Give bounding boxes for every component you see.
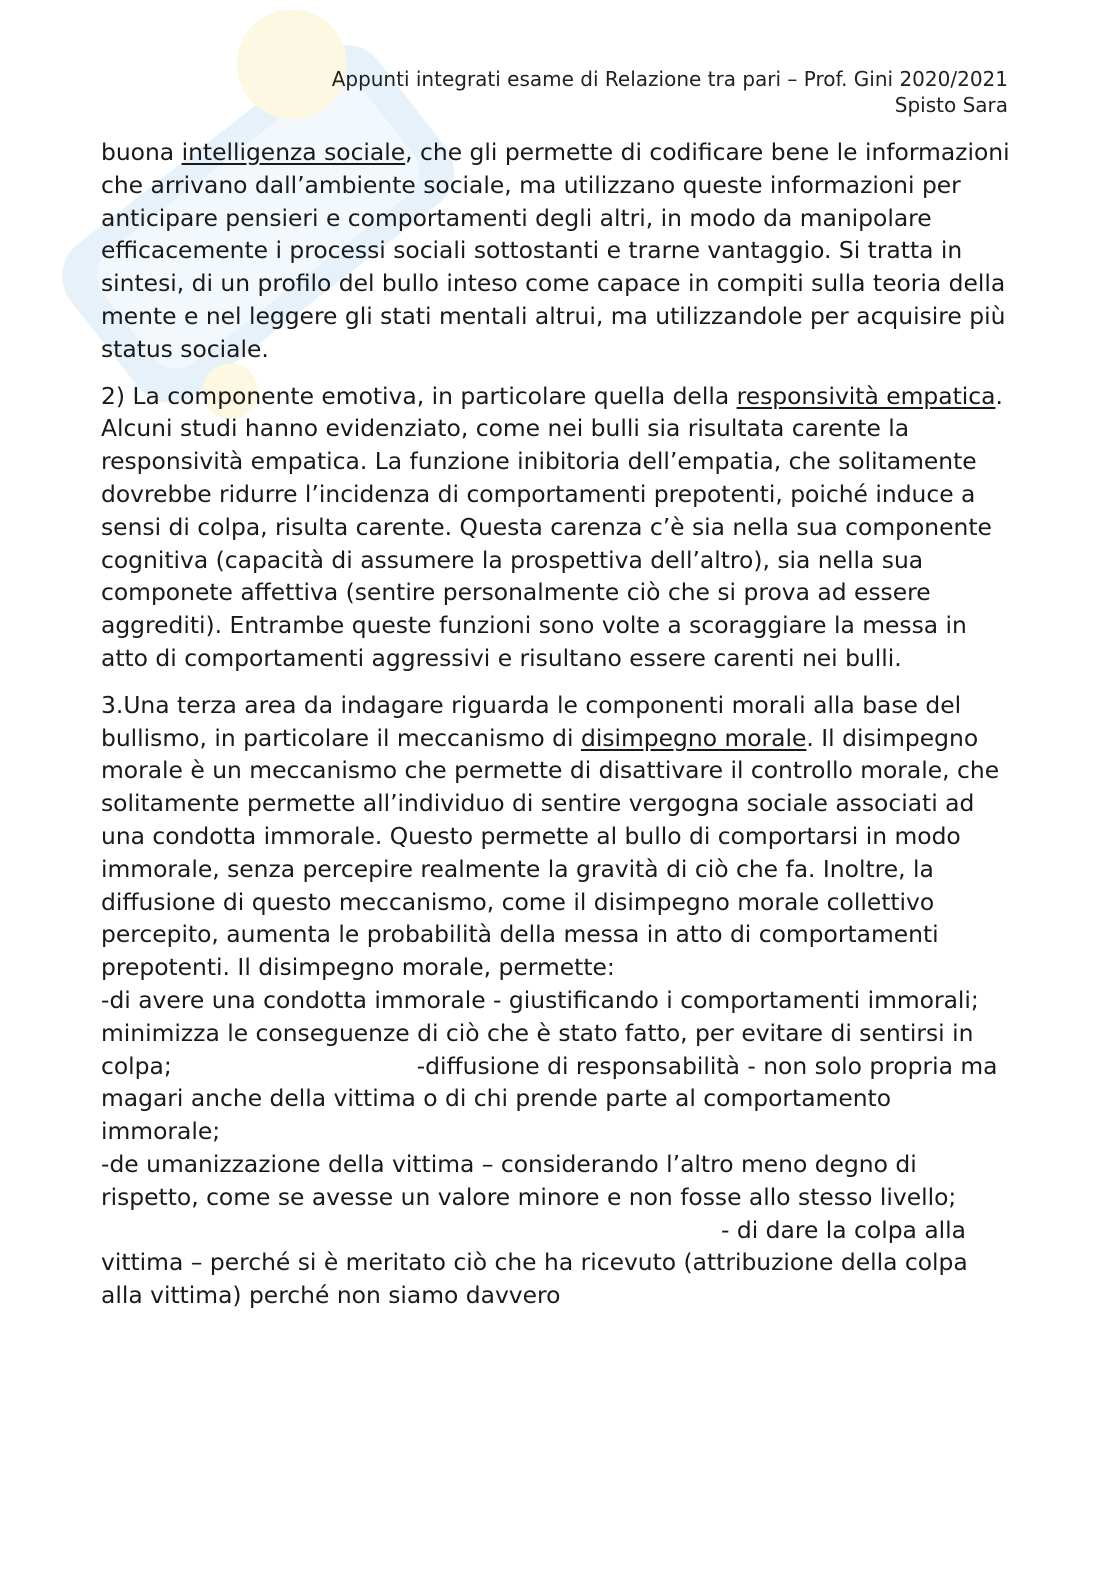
- list-item: - di dare la colpa alla vittima – perché si è meritato ciò che ha ricevuto (attribuzione della colpa alla vittima) perché non siamo davvero: [101, 1215, 968, 1310]
- text: 3.Una terza area da indagare riguarda le componenti morali alla base del bullismo, in particolare il meccanismo di: [101, 690, 962, 752]
- text: . Alcuni studi hanno evidenziato, come nei bulli sia risultata carente la responsività empatica. La funzione inibitoria dell’empatia, che solitamente dovrebbe ridurre l’incidenza di comportamenti prepotenti, poiché induce a sensi di colpa, risulta carente. Questa carenza c’è sia nella sua componente cognitiva (capacità di assumere la prospettiva dell’altro), sia nella sua componete affettiva (sentire personalmente ciò che si prova ad essere aggrediti). Entrambe queste funzioni sono volte a scoraggiare la messa in atto di comportamenti aggressivi e risultano essere carenti nei bulli.: [101, 381, 1003, 672]
- paragraph-social-intelligence: [101, 136, 1016, 366]
- paragraph-empathic-responsiveness: [101, 380, 1016, 675]
- header-author: Spisto Sara: [894, 93, 1008, 117]
- paragraph-moral-disengagement: [101, 689, 1016, 1312]
- underlined-term: intelligenza sociale: [181, 138, 406, 166]
- underlined-term: responsività empatica: [736, 381, 996, 410]
- underlined-term: disimpegno morale: [580, 723, 807, 752]
- text: . Il disimpegno morale è un meccanismo che permette di disattivare il controllo morale, che solitamente permette all’individuo di sentire vergogna sociale associati ad una condotta immorale. Questo permette al bullo di comportarsi in modo immorale, senza percepire realmente la gravità di ciò che fa. Inoltre, la diffusione di questo meccanismo, come il disimpegno morale collettivo percepito, aumenta le probabilità della messa in atto di comportamenti prepotenti. Il disimpegno morale, permette:: [101, 723, 1000, 982]
- text: buona: [101, 138, 182, 166]
- list-item: -diffusione di responsabilità - non solo propria ma magari anche della vittima o di chi prende parte al comportamento immorale;: [101, 1051, 998, 1146]
- page-header: [332, 66, 1008, 118]
- header-course: Appunti integrati esame di Relazione tra pari – Prof. Gini 2020/2021: [331, 67, 1008, 91]
- text: 2) La componente emotiva, in particolare quella della: [101, 381, 737, 410]
- document-body: [101, 136, 1016, 1312]
- list-item: -de umanizzazione della vittima – considerando l’altro meno degno di rispetto, come se avesse un valore minore e non fosse allo stesso livello;: [101, 1149, 957, 1211]
- text: , che gli permette di codificare bene le informazioni che arrivano dall’ambiente sociale, ma utilizzano queste informazioni per anticipare pensieri e comportamenti degli altri, in modo da manipolare efficacemente i processi sociali sottostanti e trarne vantaggio. Si tratta in sintesi, di un profilo del bullo inteso come capace in compiti sulla teoria della mente e nel leggere gli stati mentali altrui, ma utilizzandole per acquisire più status sociale.: [101, 138, 1010, 363]
- list-item: -di avere una condotta immorale - giustificando i comportamenti immorali; minimizza le conseguenze di ciò che è stato fatto, per evitare di sentirsi in colpa;: [101, 985, 979, 1080]
